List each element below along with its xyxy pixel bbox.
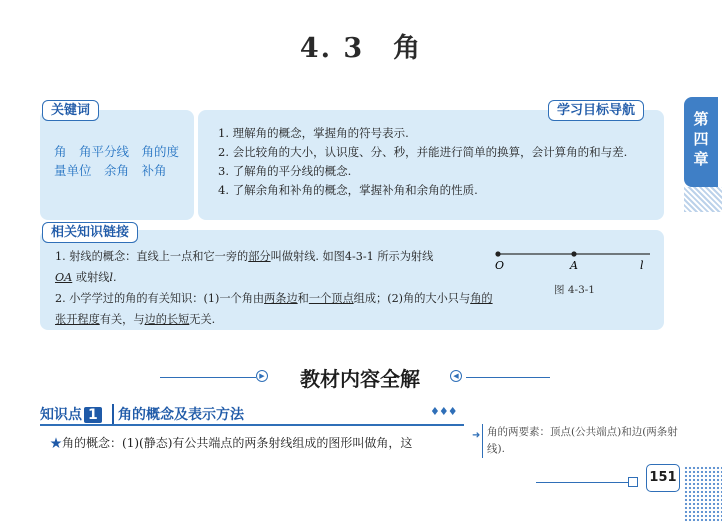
chapter-stripes xyxy=(684,187,722,212)
text-run: 1. 射线的概念：直线上一点和它一旁的 xyxy=(55,250,249,263)
ray-l-label: l. xyxy=(109,271,117,284)
goal-item: 4. 了解余角和补角的概念，掌握补角和余角的性质. xyxy=(218,183,478,197)
underlined-term: 一个顶点 xyxy=(308,292,354,305)
text-run: 无关. xyxy=(189,313,216,326)
page-number: 151 xyxy=(646,464,680,492)
related-paragraph-1 xyxy=(55,246,495,288)
figure-caption: 图 4-3-1 xyxy=(554,284,595,296)
goal-item: 1. 理解角的概念，掌握角的符号表示. xyxy=(218,126,409,140)
chapter-tab-label: 第四章 xyxy=(693,110,709,168)
arrow-icon: ➜ xyxy=(472,430,481,441)
text-run: 和 xyxy=(297,292,309,305)
underlined-term: 部分 xyxy=(248,250,271,263)
page-title: 4. 3 角 xyxy=(299,33,423,64)
concept-run: 角的概念：(1)(静态)有公共端点的两条射线组成的图形叫做角，这 xyxy=(62,436,413,450)
footer-dots xyxy=(684,466,722,522)
related-tag: 相关知识链接 xyxy=(42,222,138,243)
section-line-right xyxy=(466,377,550,378)
goal-item: 2. 会比较角的大小，认识度、分、秒，并能进行简单的换算，会计算角的和与差. xyxy=(218,145,628,159)
goals-list xyxy=(218,124,658,200)
section-title: 教材内容全解 xyxy=(300,367,420,391)
section-mark-left: ▶ xyxy=(256,370,268,382)
label-a: A xyxy=(570,259,578,272)
point-o xyxy=(495,251,500,256)
keywords-text: 角 角平分线 角的度量单位 余角 补角 xyxy=(54,144,180,178)
text-run: 叫做射线. 如图4-3-1 所示为射线 xyxy=(270,250,434,263)
chapter-tab[interactable] xyxy=(684,97,718,187)
text-run: 组成；(2)角的大小只与 xyxy=(353,292,471,305)
text-run: 2. 小学学过的角的有关知识：(1)一个角由 xyxy=(55,292,265,305)
goals-tag: 学习目标导航 xyxy=(548,100,644,121)
related-paragraph-2 xyxy=(55,288,495,330)
ray-oa-label: OA xyxy=(55,271,73,284)
text-run: 或射线 xyxy=(72,271,110,284)
side-note: 角的两要素：顶点(公共端点)和边(两条射线). xyxy=(482,424,682,458)
section-mark-right: ◀ xyxy=(450,370,462,382)
footer-box xyxy=(628,477,638,487)
footer-line xyxy=(536,482,628,483)
label-o: O xyxy=(495,259,505,272)
knowledge-point-title: 角的概念及表示方法 xyxy=(112,404,244,424)
goal-item: 3. 了解角的平分线的概念. xyxy=(218,164,352,178)
kp-number: 1 xyxy=(84,407,102,423)
concept-text xyxy=(50,434,470,452)
related-text xyxy=(55,246,495,330)
underlined-term: 两条边 xyxy=(264,292,298,305)
star-icon: ★ xyxy=(50,436,63,450)
underlined-term: 边的长短 xyxy=(144,313,190,326)
drops-icon: ♦♦♦ xyxy=(430,405,457,418)
underlined-term: 角的张开程度 xyxy=(55,292,493,326)
knowledge-point-label xyxy=(40,404,102,424)
kp-label-text: 知识点 xyxy=(40,407,82,423)
kp-underline xyxy=(40,424,464,426)
text-run: 有关，与 xyxy=(99,313,145,326)
keywords-tag: 关键词 xyxy=(42,100,99,121)
label-l: l xyxy=(640,259,644,272)
point-a xyxy=(571,251,576,256)
